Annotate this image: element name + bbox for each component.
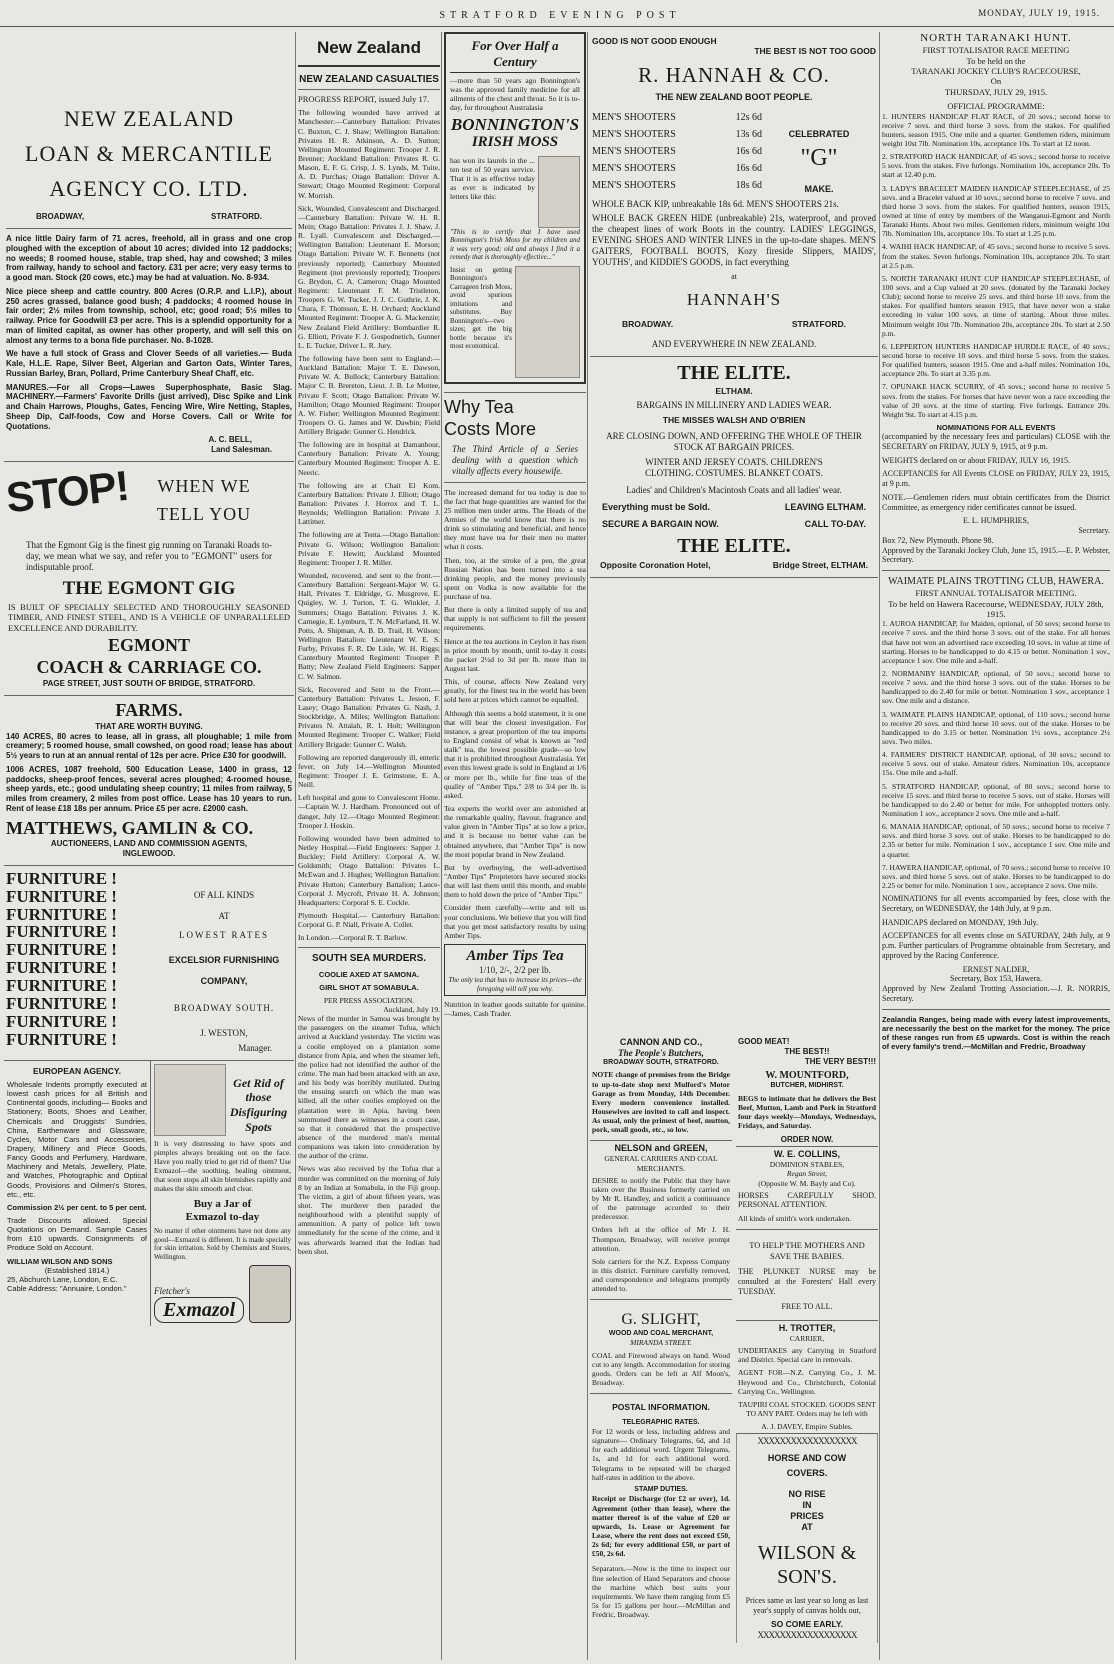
paragraph: The following are at Tenta.—Otago Battalion: Private G. Wilson; Wellington Battalion: Private F. Hewitt; Auckland Mounted Regiment: Trooper J. R. Miller.	[298, 530, 440, 567]
hannah-line-1: GOOD IS NOT GOOD ENOUGH	[592, 36, 717, 46]
plunket-body: THE PLUNKET NURSE may be consulted at the Foresters' Hall every TUESDAY.	[738, 1267, 876, 1296]
gig-company-1: EGMONT	[107, 635, 190, 656]
paragraph: The following have been sent to England:—Auckland Battalion: Major T. E. Dawson, Private W. A. Bullock; Canterbury Battalion: Major C. B. Brereton, Lieut. J. B. Le Mottee, Private F. Scott; Otago Battalion: Private W. Hamilton; Otago Mounted Regiment: Trooper A. W. Fisher; Wellington Mounted Regiment: Troopers O. G. James and W. Dawbin; Field Artillery Brigade: Gunner G. Hendrick.	[298, 353, 440, 437]
elite-closing: ARE CLOSING DOWN, AND OFFERING THE WHOLE OF THEIR STOCK AT BARGAIN PRICES.	[606, 431, 862, 453]
nth-secretary-title: Secretary.	[1078, 526, 1110, 536]
paragraph: Sick, Wounded, Convalescent and Discharged.—Canterbury Battalion: Private W. H. R. Mein; Otago Battalion: Privates J. J. Shaw, J. R. Lyall. Convalescent and Discharged.—Wellington Battalion: Lieutenant E. Morson; Otago Battalion: Private W. F. Bennetts (not previously reported); Canterbury Mounted Regiment (not previously reported); Troopers G. Brydon, C. A. Cameron; Otago Mounted Regiment: Lieutenant F. M. Tristleton, Troopers G. W. Tucker, J. J. C. Guthrie, J. K. Chara, F. Thomson, E. H. Orchard; Auckland Mounted Regiment: Trooper A. G. Mackenzie; New Zealand Field Artillery: Bombardier R. G. Elliott, Private F. J. Gospodnetich, Gunner L. E. Tucker, Driver L. R. Jury.	[298, 203, 440, 350]
paragraph: 1. AUROA HANDICAP, for Maiden, optional, of 50 sovs; second horse to receive 7 sovs. and the third horse 3 sovs. out of the stake. For all horses that have not won an advertised race exceeding 10 sovs. in value at time of starting. Horses to be handicapped to do 4.15 or better. Nomination 1 sov., acceptance 1 sov. One mile and a-half.	[882, 619, 1110, 665]
nzl-signature-title: Land Salesman.	[211, 445, 272, 455]
shooter-name: MEN'S SHOOTERS	[592, 145, 676, 157]
wp-held: To be held on Hawera Racecourse, WEDNESDAY, JULY 28th, 1915.	[888, 598, 1104, 619]
trotter-carrier: CARRIER,	[789, 1334, 825, 1343]
bonnington-ad	[444, 32, 586, 384]
furn-r5: COMPANY,	[200, 975, 248, 986]
gig-when-we: WHEN WE	[157, 476, 251, 497]
column-4a	[590, 1035, 732, 1660]
column-rule	[879, 32, 880, 1660]
nth-approved: Approved by the Taranaki Jockey Club, June 15, 1915.—E. P. Webster, Secretary.	[882, 545, 1110, 565]
nzl-line2: LOAN & MERCANTILE	[25, 140, 273, 166]
hannah-ad	[590, 32, 878, 357]
paragraph: The increased demand for tea today is due to the fact that huge quantities are wanted for the 25 million men under arms. The Heads of the Armies of the world know that there is no drink so stimulating and beneficial, and hence they must have tea for their men no matter what it costs.	[444, 487, 586, 552]
paragraph: 4. WAIHI HACK HANDICAP, of 45 sovs.; second horse to receive 5 sovs. from the stakes. Seven furlongs. Nomination 10s, acceptance 20s. To start at 2.5 p.m.	[882, 242, 1110, 270]
furniture-word: FURNITURE !	[6, 1011, 117, 1031]
shooter-row	[592, 143, 762, 160]
wp-secretary-2: Secretary, Box 153, Hawera.	[950, 974, 1042, 984]
paragraph: Then, too, at the stroke of a pen, the great Russian Nation has been turned into a tea drinking people, and the money previously spent on Vodka is now available for the purchase of tea.	[444, 555, 586, 602]
bonnington-logo-2: IRISH MOSS	[471, 134, 559, 151]
mountford-ad	[736, 1035, 878, 1147]
elite-leaving: LEAVING ELTHAM.	[784, 502, 866, 513]
slight-head: G. SLIGHT,	[621, 1311, 701, 1329]
nzl-para-3: We have a full stock of Grass and Clover Seeds of all varieties.— Buda Kale, H.L.E. Rape, Silver Beet, Algerian and Garton Oats, Winter Tares, Russian Barley, Bran, Pollard, Prime Canterbury Sheaf Chaff, etc.	[6, 349, 292, 378]
shooters-table	[592, 109, 762, 194]
mountford-best-2: THE VERY BEST!!!	[804, 1056, 876, 1066]
paragraph: Sick, Recovered and Sent to the Front.— Canterbury Battalion: Privates L. Jesson, F. Lasey; Otago Battalion: Privates G. Nash, J. Stockbridge, A. Miles; Wellington Battalion: Privates N. Attalah, R. I. Holt; Wellington Mounted Regiment: Trooper C. Walker; Field Artillery Brigade: Gunner C. Walsh.	[298, 684, 440, 749]
wilson-ad	[736, 1434, 878, 1642]
tea-head-1: Why Tea	[444, 396, 514, 417]
nom-weights: WEIGHTS declared on or about FRIDAY, JULY 16, 1915.	[882, 455, 1070, 465]
paragraph: Consider them carefully—write and tell us your conclusions. We believe that you will find that you get most satisfactory results by using Amber Tips.	[444, 903, 586, 940]
hannah-stratford: STRATFORD.	[791, 318, 846, 329]
hannah-celebrated: CELEBRATED	[788, 129, 850, 140]
furniture-word: FURNITURE !	[6, 958, 117, 978]
murders-sub-1: COOLIE AXED AT SAMONA.	[318, 969, 420, 979]
collins-horses: HORSES CAREFULLY SHOD. PERSONAL ATTENTION.	[738, 1190, 876, 1210]
european-agency-ad	[4, 1061, 151, 1327]
trotter-taupiri: TAUPIRI COAL STOCKED. GOODS SENT TO ANY PART. Orders may be left with	[738, 1399, 876, 1418]
paragraph: The following are at Chait El Kom. Canterbury Battalion: Private J. Elliott; Otago Battalion: Privates J. Horrox and T. L. Reynolds; Wellington Battalion: Private J. Lattimer.	[298, 480, 440, 527]
paragraph: This, of course, affects New Zealand very greatly, for the finest tea in the world has been sold here at prices which cannot be equalled.	[444, 677, 586, 705]
hannah-line-2: THE BEST IS NOT TOO GOOD	[754, 46, 876, 57]
postal-head: POSTAL INFORMATION.	[612, 1402, 710, 1413]
paragraph: 3. LADY'S BRACELET MAIDEN HANDICAP STEEPLECHASE, of 25 sovs. and a Bracelet valued at 10 sovs.; second horse to receive 7 sovs. and third horse 3 sovs. from the stakes. For qualified hunters, season 1915, owned at time of entry by members of the Wanganui-Egmont and North Taranaki Hunts. About two miles. Gentlemen riders, minimum weight 10st 7lb. Nomination 10s, acceptance 10s. To start at 1.25 p.m.	[882, 183, 1110, 239]
collins-opposite: (Opposite W. M. Bayly and Co).	[758, 1178, 856, 1188]
murders-dateline: Auckland, July 19.	[383, 1004, 440, 1014]
furn-r2: AT	[218, 910, 230, 921]
furniture-word: FURNITURE !	[6, 940, 117, 960]
paragraph: 2. NORMANBY HANDICAP, optional, of 50 sovs.; second horse to receive 7 sovs. and the third horse 3 sovs. out of the stake. Horses to be handicapped to do 2.40 for mile or better. Nomination 1 sov., acceptance 1 sov. One mile and a distance.	[882, 669, 1110, 706]
column-2	[298, 32, 440, 1660]
slight-sub-2: MIRANDA STREET.	[630, 1338, 692, 1348]
amber-tips-box	[444, 944, 586, 996]
nth-programme: OFFICIAL PROGRAMME:	[947, 101, 1045, 112]
elite-misses: THE MISSES WALSH AND O'BRIEN	[662, 414, 806, 425]
agency-established: (Established 1814.)	[44, 1265, 110, 1275]
paragraph: Plymouth Hospital.— Canterbury Battalion: Corporal G. P. Niall, Private A. Collet.	[298, 910, 440, 930]
furniture-word: FURNITURE !	[6, 993, 117, 1013]
nom-note: NOTE.—Gentlemen riders must obtain certificates from the District Committee, as emergency rider certificates cannot be issued.	[882, 492, 1110, 512]
nom-acceptances: ACCEPTANCES for All Events CLOSE on FRIDAY, JULY 23, 1915, at 9 p.m.	[882, 469, 1110, 489]
elite-mac: Ladies' and Children's Macintosh Coats and all ladies' wear.	[626, 485, 842, 496]
murders-para-2: News was also received by the Tofua that a murder was committed on the morning of July 8 by an Indian at Somabula, in the Fiji group. The victim, a girl of about fifteen years, was shot. The murderer then paraded the neighbourhood with a plentiful supply of ammunition. A party of police left town immediately for the scene of the crime, and it was afterwards learned that the Indian had been shot.	[298, 1164, 440, 1256]
exmazol-ad	[151, 1061, 294, 1327]
tele-body: For 12 words or less, including address and signature— Ordinary Telegrams, 6d, and 1d for each additional word. Urgent Telegrams, 1s, and 1d for each additional word. Telegrams to be repeated will be charged half-rates in addition to the above.	[592, 1427, 730, 1482]
farms-firm: MATTHEWS, GAMLIN & CO.	[6, 817, 254, 838]
slight-ad	[590, 1300, 732, 1394]
column-rule	[587, 32, 588, 1660]
wp-secretary: ERNEST NALDER,	[962, 964, 1030, 974]
wilson-covers: COVERS.	[786, 1468, 828, 1479]
elite-sold: Everything must be Sold.	[602, 502, 711, 513]
paragraph: Although this seems a bold statement, it is one that will bear the closest investigation. For instance, a great proportion of the tea imports to England consist of what is known as "red stalk" tea, the lowest possible grade—so low that it is prohibited throughout Australasia. Yet even this lowest grade is sold in England at 1/6 or more per lb., while for fine teas of the quality of "Amber Tips," 2/8 to 3/4 per lb. is asked.	[444, 708, 586, 800]
nelson-head: NELSON and GREEN,	[614, 1143, 708, 1154]
cannon-ad	[590, 1035, 732, 1141]
exmazol-note: No matter if other ointments have not done any good—Exmazol is different. It is made specially for skin irritation. Sold by Chemists and Stores, Wellington.	[154, 1227, 291, 1261]
separators-note: Separators.—Now is the time to inspect our fine selection of Hand Separators and choose the machine which best suits your requirements. We have them ranging from £5 5s for 15 gallons per hour.—McMillan and Fredric, Broadway.	[592, 1564, 730, 1620]
agency-address: 25, Abchurch Lane, London, E.C.	[7, 1274, 118, 1284]
murders-sub-2: GIRL SHOT AT SOMABULA.	[319, 982, 419, 992]
tea-article	[444, 392, 586, 1019]
amber-tips-price: 1/10, 2/-, 2/2 per lb.	[479, 965, 551, 976]
bonnington-quote: "This is to certify that I have used Bonnington's Irish Moss for my children and it was very good; old and always I find it a remedy that is thoroughly effective..."	[450, 227, 580, 262]
trotter-ad	[736, 1321, 878, 1434]
nzl-line3: AGENCY CO. LTD.	[49, 175, 249, 201]
trotter-agent: AGENT FOR—N.Z. Carrying Co., J. M. Heywood and Co., Christchurch, Colonial Carrying Co., Wellington.	[738, 1368, 876, 1396]
collins-smith: All kinds of smith's work undertaken.	[738, 1214, 852, 1224]
nelson-para-2: Orders left at the office of Mr J. H. Thompson, Broadway, will receive prompt attention.	[592, 1225, 730, 1253]
casualties-list	[298, 108, 440, 942]
collins-head: W. E. COLLINS,	[773, 1149, 840, 1160]
wilson-prices: Prices same as last year so long as last year's supply of canvas holds out,	[745, 1595, 869, 1615]
gig-name: THE EGMONT GIG	[62, 577, 236, 599]
nelson-green-ad	[590, 1141, 732, 1300]
paragraph: But by overbuying, the well-advertised "Amber Tips" Proprietors have secured stocks that will last them until this month, and enable them to hold down the price of "Amber Tips."	[444, 862, 586, 900]
shooter-price: 16s 6d	[735, 145, 762, 157]
wp-handicaps: HANDICAPS declared on MONDAY, 19th July.	[882, 917, 1039, 927]
elite-town: ELTHAM.	[715, 385, 753, 396]
wp-acceptances: ACCEPTANCES for all events close on SATURDAY, 24th July, at 9 p.m. Further particulars of Programme obtainable from Secretary, and approved by the Racing Conference.	[882, 931, 1110, 960]
wp-nominations: NOMINATIONS for all events accompanied by fees, close with the Secretary, on WEDNESDAY, the 14th July, at 9 p.m.	[882, 894, 1110, 913]
paragraph: 4. FARMERS' DISTRICT HANDICAP, optional, of 30 sovs.; second to receive 5 sovs. out of stake. Amateur riders. Nomination 10s, acceptance 15s. One mile and a-half.	[882, 750, 1110, 778]
egmont-gig-ad	[4, 462, 294, 696]
gig-address: PAGE STREET, JUST SOUTH OF BRIDGE, STRATFORD.	[42, 679, 256, 689]
nzl-signature: A. C. BELL,	[208, 435, 252, 445]
wilson-norise-3: PRICES	[790, 1511, 824, 1522]
furn-r3: LOWEST RATES	[178, 929, 270, 940]
farms-subtitle: THAT ARE WORTH BUYING.	[95, 721, 203, 731]
paragraph: The following are in hospital at Damanhour, Canterbury Battalion: Private A. Young; Canterbury Mounted Regiment: Trooper A. E. Neeric.	[298, 440, 440, 477]
elite-title: THE ELITE.	[677, 362, 791, 385]
paragraph: 6. LEPPERTON HUNTERS HANDICAP HURDLE RACE, of 40 sovs.; second horse to receive 10 sovs. and third horse 5 sovs. from the stakes. For qualified hunters, season 1915. One and a-half miles. Nomination 10s, acceptance 20s. To start at 3.35 p.m.	[882, 341, 1110, 379]
shooter-row	[592, 109, 762, 126]
gig-body: That the Egmont Gig is the finest gig running on Taranaki Roads to-day, we mean what we say, and refer you to "EGMONT" users for indisputable proof.	[26, 539, 272, 572]
paragraph: 2. STRATFORD HACK HANDICAP, of 45 sovs.; second horse to receive 5 sovs. from the stakes. Five furlongs. Nomination 10s, acceptance 20s. To start at 12.40 p.m.	[882, 152, 1110, 180]
hannah-footer: AND EVERYWHERE IN NEW ZEALAND.	[651, 339, 817, 350]
bonnington-bottle-icon	[538, 156, 580, 228]
tele-head: TELEGRAPHIC RATES.	[622, 1418, 700, 1426]
bottom-ads-col1	[4, 1061, 294, 1327]
stop-sign-icon: STOP!	[4, 461, 131, 522]
nom-body: (accompanied by the necessary fees and particulars) CLOSE with the SECRETARY on FRIDAY, JULY 9, 1915, at 9 p.m.	[882, 432, 1110, 451]
paragraph: Tea experts the world over are astonished at the remarkable quality, flavour, fragrance and value given in "Amber Tips" at so low a price, and it is because no better value can be obtained anywhere, that "Amber Tips" is now the most popular brand in New Zealand.	[444, 804, 586, 859]
gig-company-2: COACH & CARRIAGE CO.	[36, 657, 262, 678]
zealandia-note: Zealandia Ranges, being made with every latest improvements, are necessarily the best on the market for the money. The price of these ranges run from £5 upwards. Cost is within the reach of every family's trend.—McMillan and Fredric, Broadway	[882, 1014, 1110, 1052]
shooter-price: 13s 6d	[735, 128, 762, 140]
exmazol-brand: Fletcher's	[154, 1286, 190, 1297]
nz-section-head: New Zealand	[298, 32, 440, 67]
agency-cable: Cable Address: "Annuaire, London."	[7, 1284, 127, 1294]
farms-title: FARMS.	[115, 699, 183, 720]
nth-secretary: E. L. HUMPHRIES,	[962, 516, 1029, 526]
elite-secure: SECURE A BARGAIN NOW.	[602, 519, 719, 530]
collins-regan: Regan Street,	[786, 1169, 828, 1179]
paragraph: Left hospital and gone to Convalescent Home.—Captain W. J. Hardham. Pronounced out of danger, July 12.—Otago Mounted Regiment: Trooper J. Hoskin.	[298, 793, 440, 830]
column-rule	[295, 32, 296, 1660]
bonnington-insist: Insist on getting Bonnington's Carrageen Irish Moss, avoid spurious imitations and substitutes. Buy Bonnington's—two sizes; get the big bottle because it's most economical.	[450, 265, 513, 351]
casualties-report: PROGRESS REPORT, issued July 17.	[298, 93, 430, 104]
col3-footer: Nutrition in leather goods suitable for quinine.—James, Cash Trader.	[444, 1000, 586, 1019]
exmazol-jar-icon	[249, 1265, 291, 1323]
exmazol-body: It is very distressing to have spots and pimples always breaking out on the face. Have you really tried to get rid of them? Use Exmazol—the soothing, healing ointment, that soon stops all skin blemishes rapidly and makes the skin smooth and clear.	[154, 1138, 291, 1194]
paragraph: 1. HUNTERS HANDICAP FLAT RACE, of 20 sovs.; second horse to receive 7 sovs. and third horse 3 sovs. from the stakes. For qualified hunters, season 1915. One mile and a quarter. Gentlemen riders, minimum weight 10st 7lb. Nomination 10s, acceptance 10s. To start at 12 noon.	[882, 111, 1110, 148]
wilson-norise-2: IN	[802, 1500, 812, 1511]
elite-ad	[590, 357, 878, 578]
tea-head-2: Costs More	[444, 418, 537, 439]
furniture-word: FURNITURE !	[6, 922, 117, 942]
woman-at-mirror-icon	[154, 1064, 226, 1136]
nth-first: FIRST TOTALISATOR RACE MEETING	[922, 45, 1070, 56]
plunket-free: FREE TO ALL.	[781, 1302, 833, 1312]
masthead	[0, 0, 1114, 27]
cannon-head: CANNON AND CO.,	[619, 1037, 703, 1047]
hannah-store: HANNAH'S	[686, 290, 782, 310]
nth-date: THURSDAY, JULY 29, 1915.	[944, 86, 1048, 97]
hannah-make: MAKE.	[804, 183, 834, 194]
farms-town: INGLEWOOD.	[122, 849, 176, 859]
hannah-firm: R. HANNAH & CO.	[638, 62, 830, 87]
bonnington-head: For Over Half a Century	[450, 38, 580, 73]
elite-street: Bridge Street, ELTHAM.	[772, 560, 868, 571]
plunket-ad	[736, 1230, 878, 1321]
furn-r6: BROADWAY SOUTH.	[173, 1002, 275, 1013]
exmazol-buy-1: Buy a Jar of	[193, 1197, 252, 1210]
stamp-body: Receipt or Discharge (for £2 or over), 1d. Agreement (other than lease), where the matter thereof is of the value of £20 or upwards, 1s. Lease or Agreement for Lease, where the rent does not exceed £50, 2s 6d; for every additional £50, or part of £50, 2s 6d.	[592, 1494, 730, 1559]
nzl-para-4: MANURES.—For all Crops—Lawes Superphosphate, Basic Slag. MACHINERY.—Farmers' Favorite Drills (just arrived), Disc Spike and Link and Chain Harrows, Ploughs, Gates, Fencing Wire, Wire Netting, Staples, Sheep Dip, Calf-foods, Cow and Horse Covers. Call or Write for Quotations.	[6, 382, 292, 431]
mountford-firm: W. MOUNTFORD,	[765, 1070, 849, 1082]
masthead-title: STRATFORD EVENING POST	[439, 10, 681, 21]
nzl-addr-right: STRATFORD.	[211, 212, 262, 222]
murders-para-1: News of the murder in Samoa was brought by the passengers on the steamer Tofua, which arrived at Auckland yesterday. The victim was a coolie employed on a plantation some distance from Apia, and when the steamer left, the police had not identified the author of the crime. The man had been attacked with an axe, and his body was horribly mutilated. During the ensuing search on which the man was killed, all the other coolies employed on the plantation were in Apia, having been summoned there as witnesses in a court case, so that it considered that the prospective absence of the murdered man's mental companions was taken into consideration by the author of the crime.	[298, 1014, 440, 1161]
paragraph: 5. STRATFORD HANDICAP, optional, of 80 sovs.; second horse to receive 15 sovs. and third horse to receive 5 sovs. out of stake. Horses will be handicapped to do 2.40 or better for mile. For unhoppled trotters only. Nomination 1 sov., acceptance 2 sovs. One mile and a-half.	[882, 781, 1110, 818]
shooter-row	[592, 126, 762, 143]
furniture-word: FURNITURE !	[6, 1029, 117, 1049]
column-rule	[441, 32, 442, 1660]
trotter-davey: A. J. DAVEY, Empire Stables.	[761, 1422, 853, 1432]
collins-ad	[736, 1147, 878, 1230]
elite-call: CALL TO-DAY.	[804, 519, 866, 530]
exmazol-head-2: Disfiguring Spots	[229, 1104, 288, 1134]
mountford-order: ORDER NOW.	[780, 1134, 834, 1144]
paragraph: 7. HAWERA HANDICAP, optional, of 70 sovs.; second horse to receive 10 sovs. and third horse 5 sovs. out of stake. Horses to be handicapped to do 2.25 or better for mile. Nomination 1 sov., acceptance 2 sovs. One mile.	[882, 862, 1110, 890]
x-border-bottom: XXXXXXXXXXXXXXXXXX	[757, 1629, 857, 1640]
nth-heading: NORTH TARANAKI HUNT.	[920, 32, 1072, 44]
paragraph: In London.—Corporal R. T. Barlow.	[298, 933, 408, 943]
exmazol-head-1: Get Rid of those	[233, 1075, 284, 1105]
wilson-name: WILSON &	[757, 1542, 857, 1565]
elite-opposite: Opposite Coronation Hotel,	[600, 560, 711, 571]
column-4b	[736, 1035, 878, 1660]
masthead-date: MONDAY, JULY 19, 1915.	[978, 8, 1100, 18]
agency-body: Wholesale Indents promptly executed at lowest cash prices for all British and Continental goods, including— Books and Stationery, Boots, Shoes and Leather, Chemicals and Druggists' Sundries, China, Earthenware and Glassware, Cycles, Motor Cars and Accessories, Drapery, Millinery and Piece Goods, Fancy Goods and Perfumery, Hardware, Machinery and Metals, Jewellery, Plate, and Watches, Photographic and Optical Goods, Provisions and Oilmen's Stores, etc., etc.	[7, 1080, 147, 1199]
bonnington-intro: —more than 50 years ago Bonnington's was the approved family medicine for all ailments of the chest and throat. So it is to-day, for throughout Australasia	[450, 75, 580, 113]
agency-firm: WILLIAM WILSON AND SONS	[7, 1256, 113, 1266]
tea-paragraphs	[444, 488, 586, 940]
wp-approved: Approved by New Zealand Trotting Association.—J. R. NORRIS, Secretary.	[882, 984, 1110, 1003]
shooter-name: MEN'S SHOOTERS	[592, 162, 676, 174]
murders-heading: SOUTH SEA MURDERS.	[311, 953, 427, 965]
wilson-sons: SON'S.	[777, 1566, 837, 1589]
hannah-broadway: BROADWAY.	[622, 318, 674, 329]
furniture-word: FURNITURE !	[6, 976, 117, 996]
paragraph: Wounded, recovered, and sent to the front.—Canterbury Battalion: Sergeant-Major W. G. Hall, Privates T. Eldridge, G. Musgrove, E. Quigley, W. J. Turton, T. G. Winkler, J. Summers; Otago Battalion: Privates J. K. Carnegie, E. Lymburn, T. N. McFarland, H. W. Potts, A. Shipman, A. B. D. Trail, H. Wilson; Wellington Battalion: Lieutenant W. E. S. Furby, Privates F. R. De Lisle, W. H. Riggs; Canterbury Mounted Regiment: Trooper P. Batty; New Zealand Field Engineers: Sapper C. W. Salmon.	[298, 571, 440, 681]
furniture-ad	[4, 866, 294, 1061]
paragraph: Following wounded have been admitted to Netley Hospital.—Field Engineers: Sapper J. Buckley; Field Artillery: Corporal A. W. Goldsmith; Otago Battalion: Privates L. McEwan and J. Hughes; Wellington Battalion: Private Hutton; Canterbury Battalion; Lance-Corporal J. Mycroft, Private H. A. Johnson; Headquarters: Corporal S. E. Cockle.	[298, 833, 440, 907]
nz-loan-ad	[4, 32, 294, 462]
column-1	[4, 32, 294, 1660]
wp-heading: WAIMATE PLAINS TROTTING CLUB, HAWERA.	[888, 576, 1104, 588]
paragraph: But there is only a limited supply of tea and that supply is not sufficient to fill the present requirements.	[444, 605, 586, 633]
wilson-early: SO COME EARLY.	[771, 1619, 843, 1630]
paragraph: Hence at the tea auctions in Ceylon it has risen in price month by month, until to-day it costs the packer 2½d to 3d per lb. more than in August last.	[444, 636, 586, 674]
hannah-para-2: WHOLE BACK GREEN HIDE (unbreakable) 21s, waterproof, and proved the cheapest lines of work Boots in the country. LADIES' LEGGINGS, EVENING SHOES AND WINTER LINES in the up-to-date shapes. MEN'S GAITERS, FOOTBALL BOOTS, Kozy fireside Slippers, MAIDS', YOUTHS', and KIDDIE'S GOODS, in fact everything	[592, 213, 876, 268]
furn-r8: Manager.	[238, 1042, 272, 1053]
bonnington-logo-1: BONNINGTON'S	[450, 115, 580, 135]
paragraph: 5. NORTH TARANAKI HUNT CUP HANDICAP STEEPLECHASE, of 100 sovs. and a Cup valued at 20 sovs. (donated by the Taranaki Jockey Club); second horse to receive 25 sovs. and third horse 10 sovs. from the stakes. For qualified hunters season 1915, that have never won a stake exceeding in value 100 sovs. at time of starting. About three miles. Minimum weight 10st 7lb. Nomination 20s, acceptance 20s. To start at 2.50 p.m.	[882, 273, 1110, 338]
nth-club: TARANAKI JOCKEY CLUB'S RACECOURSE,	[911, 66, 1081, 77]
shooter-name: MEN'S SHOOTERS	[592, 179, 676, 191]
amber-tips-logo: Amber Tips Tea	[466, 947, 564, 964]
woman-with-glass-icon	[515, 266, 580, 378]
furn-r1: OF ALL KINDS	[193, 889, 255, 900]
collins-dominion: DOMINION STABLES,	[769, 1160, 845, 1170]
elite-title-2: THE ELITE.	[677, 534, 791, 557]
elite-bargains: BARGAINS IN MILLINERY AND LADIES WEAR.	[636, 399, 832, 410]
mountford-body: BEGS to intimate that he delivers the Best Beef, Mutton, Lamb and Pork in Stratford four days weekly—Mondays, Wednesdays, Fridays, and Saturday.	[738, 1093, 876, 1131]
cannon-address: BROADWAY SOUTH, STRATFORD.	[603, 1058, 719, 1066]
cannon-body: NOTE change of premises from the Bridge to up-to-date shop next Mulford's Motor Garage as from Monday, 14th December. Every modern convenience installed. Housewives are invited to call and inspect. As usual, only the primest of beef, mutton, pork, small goods, etc., so low.	[592, 1070, 730, 1135]
shooter-name: MEN'S SHOOTERS	[592, 111, 676, 123]
agency-commission: Commission 2½ per cent. to 5 per cent.	[7, 1202, 147, 1212]
nth-on: On	[990, 76, 1002, 87]
x-border-top: XXXXXXXXXXXXXXXXXX	[757, 1436, 857, 1447]
agency-title: EUROPEAN AGENCY.	[32, 1065, 121, 1076]
column-3	[444, 32, 586, 1660]
trotter-head: H. TROTTER,	[778, 1323, 836, 1334]
nth-race-list	[882, 112, 1110, 419]
wilson-norise-4: AT	[801, 1522, 813, 1533]
nom-heading: NOMINATIONS FOR ALL EVENTS	[936, 422, 1056, 432]
shooter-row	[592, 177, 762, 194]
farms-para-1: 140 ACRES, 80 acres to lease, all in grass, all ploughable; 1 mile from creamery; 5 roomed house, small cowshed, on good road; lease has about 5½ years to run at an annual rental of 12s per acre. Price £30 for goodwill.	[6, 731, 292, 760]
paragraph: The following wounded have arrived at Manchester:—Canterbury Battalion: Privates C. Buxton, C. J. Shaw; Wellington Battalion: Privates H. R. Atkinson, A. D. Sutton; Wellington Mounted Regiment: Trooper J. R. Brenner; Auckland Battalion: Privates R. G. Mason, E. F. G. Crisp, J. S. Lynds, M. Tuite, A. D. Purchas; Otago Battalion: Driver A. Stewart; Otago Mounted Regiment: Corporal W. Morrish.	[298, 108, 440, 200]
nth-held: To be held on the	[966, 55, 1026, 66]
gig-tell-you: TELL YOU	[156, 503, 252, 524]
hannah-at: at	[731, 272, 737, 282]
wilson-horse: HORSE AND COW	[767, 1453, 847, 1464]
agency-discounts: Trade Discounts allowed. Special Quotations on Demand. Sample Cases from £10 upwards. Consignments of Produce Sold on Account.	[7, 1216, 147, 1253]
slight-body: COAL and Firewood always on hand. Wood cut to any length. Accommodation for storing goods. Orders can be left at Alf Moon's, Broadway.	[592, 1350, 730, 1387]
stamp-head: STAMP DUTIES.	[634, 1485, 688, 1493]
bonnington-side: has won its laurels in the ... ten test of 50 years service. That it is as effective today as ever is indicated by letters like this:	[450, 155, 535, 202]
furniture-word: FURNITURE !	[6, 904, 117, 924]
nelson-para-1: DESIRE to notify the Public that they have taken over the Business formerly carried on by Mr R. Handley, and solicit a continuance of the patronage accorded to their predecessor.	[592, 1175, 730, 1222]
mountford-best-1: THE BEST!!	[784, 1046, 830, 1056]
shooter-name: MEN'S SHOOTERS	[592, 128, 676, 140]
column-5	[882, 32, 1110, 1660]
nth-box: Box 72, New Plymouth. Phone 98.	[882, 535, 994, 545]
farms-firm-sub: AUCTIONEERS, LAND AND COMMISSION AGENTS,	[50, 839, 248, 849]
wilson-norise-1: NO RISE	[788, 1489, 826, 1500]
column-4	[590, 32, 878, 1032]
paragraph: 6. MANAIA HANDICAP, optional, of 50 sovs.; second horse to receive 7 sovs. and third horse 3 sovs. out of stake. Horses to be handicapped to do 2.35 or better for mile. Nomination 1 sov., acceptance 1 sov. One mile and a quarter.	[882, 822, 1110, 859]
slight-sub-1: WOOD AND COAL MERCHANT,	[608, 1329, 714, 1337]
nelson-sub: GENERAL CARRIERS AND COAL MERCHANTS.	[604, 1154, 718, 1173]
cannon-sub: The People's Butchers,	[618, 1047, 704, 1058]
paragraph: 7. OPUNAKE HACK SCURRY, of 45 sovs.; second horse to receive 5 sovs. from the stakes. For horses that have never won a race exceeding the value of 20 sovs. at the time of starting. Five furlongs. Entrance 20s. Weight 9st. To start at 4.15 p.m.	[882, 382, 1110, 419]
nelson-para-3: Sole carriers for the N.Z. Express Company in this district. Furniture carefully removed, and correspondence and telegrams promptly attended to.	[592, 1256, 730, 1294]
exmazol-logo: Exmazol	[154, 1297, 244, 1323]
elite-items: WINTER AND JERSEY COATS. CHILDREN'S CLOTHING. COSTUMES. BLANKET COATS.	[645, 457, 823, 479]
nzl-para-1: A nice little Dairy farm of 71 acres, freehold, all in grass and one crop ploughed with the exception of about 10 acres; divided into 12 paddocks; no weeds; 8 roomed house, stable, trap shed, hay and cowshed; 3 miles from railway, handy to school and factory. £31 per acre; very easy terms to a good man. Stock (20 cows, etc.) may be had at valuation. No. 8-934.	[6, 234, 292, 283]
mountford-good: GOOD MEAT!	[738, 1037, 790, 1046]
amber-tips-note: The only tea that has to increase its prices—the foregoing will tell you why.	[448, 976, 582, 993]
exmazol-buy-2: Exmazol to-day	[185, 1210, 260, 1223]
shooter-price: 12s 6d	[735, 111, 762, 123]
hannah-para-1: WHOLE BACK KIP, unbreakable 18s 6d. MEN'S SHOOTERS 21s.	[592, 198, 839, 209]
trotter-under: UNDERTAKES any Carrying in Stratford and District. Special care in removals.	[738, 1346, 876, 1365]
murders-press: PER PRESS ASSOCIATION.	[323, 995, 415, 1005]
furniture-word: FURNITURE !	[6, 886, 117, 906]
hannah-sub: THE NEW ZEALAND BOOT PEOPLE.	[655, 92, 813, 103]
hannah-g: "G"	[800, 145, 838, 172]
mountford-trade: BUTCHER, MIDHIRST.	[770, 1082, 844, 1090]
tea-subtitle: The Third Article of a Series dealing with a question which vitally affects every housewife.	[452, 443, 578, 476]
furniture-list	[6, 870, 156, 1054]
plunket-help: TO HELP THE MOTHERS AND SAVE THE BABIES.	[749, 1240, 865, 1261]
paragraph: 3. WAIMATE PLAINS HANDICAP, optional, of 110 sovs.; second horse to receive 20 sovs. and third horse 10 sovs. out of the stake. Horses to be handicapped to do 3.15 or better. Nomination 1½ sovs., acceptance 2½ sovs. Two miles.	[882, 709, 1110, 747]
nzl-addr-left: BROADWAY,	[36, 212, 85, 222]
shooter-row	[592, 160, 762, 177]
wp-first: FIRST ANNUAL TOTALISATOR MEETING.	[915, 588, 1077, 599]
furniture-word: FURNITURE !	[6, 868, 117, 888]
nzl-line1: NEW ZEALAND	[63, 106, 235, 131]
furn-r7: J. WESTON,	[200, 1027, 248, 1038]
wp-race-list	[882, 619, 1110, 890]
nzl-para-2: Nice piece sheep and cattle country. 800 Acres (O.R.P. and L.I.P.), about 250 acres grassed, balance good bush; 4 paddocks; 4 roomed house in fair order; 2½ miles from township, school, etc; good road; 5½ miles to railway. Price for Goodwill £3 per acre. This is a splendid opportunity for a man of limited capital, as owner has other property, and will sell this on almost any terms to a bona fide purchaser. No. 8-1028.	[6, 286, 292, 345]
postal-info	[590, 1394, 732, 1625]
gig-desc: IS BUILT OF SPECIALLY SELECTED AND THOROUGHLY SEASONED TIMBER, AND FINEST STEEL, AND IS A VEHICLE OF UNPARALLELED EXCELLENCE AND DURABILITY.	[8, 602, 290, 633]
shooter-price: 18s 6d	[735, 179, 762, 191]
furn-r4: EXCELSIOR FURNISHING	[168, 954, 280, 965]
farms-para-2: 1006 ACRES, 1087 freehold, 500 Education Lease, 1400 in grass, 12 paddocks, sheep-proof fences, several acres ploughed; 4-roomed house, sheep yards, etc.; good undulating sheep country; 11 miles from railway, 5 miles from creamery, 2 miles from post office. Lease has 10 years to run. Rent of lease £18 18s per annum. Price £5 per acre. £2000 cash.	[6, 764, 292, 813]
farms-ad	[4, 696, 294, 866]
casualties-heading: NEW ZEALAND CASUALTIES	[298, 71, 440, 90]
shooter-price: 16s 6d	[735, 162, 762, 174]
paragraph: Following are reported dangerously ill, enteric fever, on July 14.—Wellington Mounted Regiment: Trooper J. E. Grimstone, E. A. Neill.	[298, 752, 440, 790]
